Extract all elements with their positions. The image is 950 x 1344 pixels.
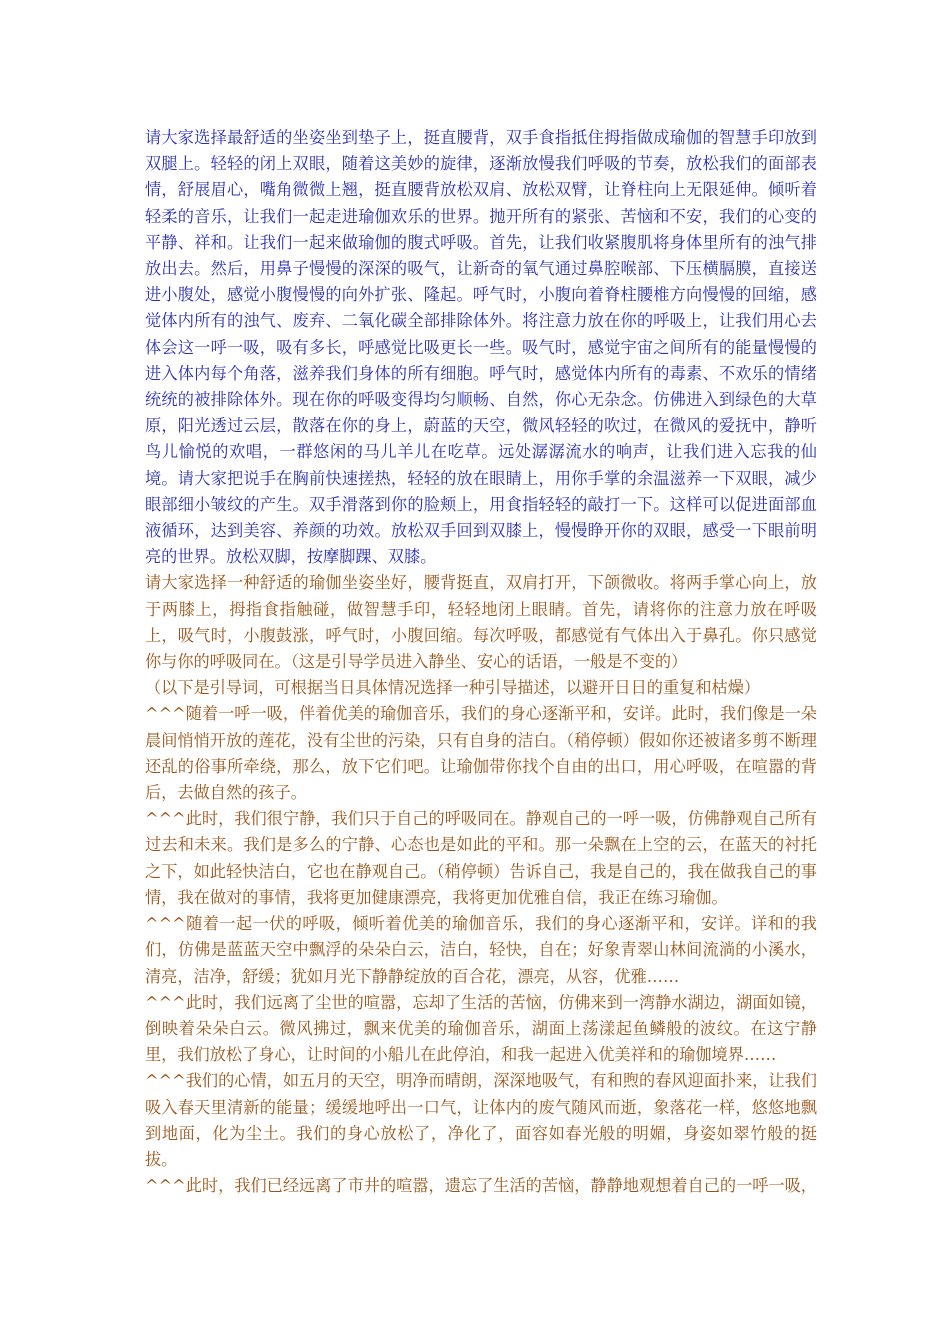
paragraph-breathing-guide: 请大家选择最舒适的坐姿坐到垫子上，挺直腰背，双手食指抵住拇指做成瑜伽的智慧手印放到双腿上。轻轻的闭上双眼，随着这美妙的旋律，逐渐放慢我们呼吸的节奏，放松我们的面部表情，舒展眉心，嘴角微微上翘，挺直腰背放松双肩、放松双臂，让脊柱向上无限延伸。倾听着轻柔的音乐，让我们一起走进瑜伽欢乐的世界。抛开所有的紧张、苦恼和不安，我们的心变的平静、祥和。让我们一起来做瑜伽的腹式呼吸。首先，让我们收紧腹肌将身体里所有的浊气排放出去。然后，用鼻子慢慢的深深的吸气，让新奇的氧气通过鼻腔喉部、下压横膈膜，直接送进小腹处，感觉小腹慢慢的向外扩张、隆起。呼气时，小腹向着脊柱腰椎方向慢慢的回缩，感觉体内所有的浊气、废弃、二氧化碳全部排除体外。将注意力放在你的呼吸上，让我们用心去体会这一呼一吸，吸有多长，呼感觉比吸更长一些。吸气时，感觉宇宙之间所有的能量慢慢的进入体内每个角落，滋养我们身体的所有细胞。呼气时，感觉体内所有的毒素、不欢乐的情绪统统的被排除体外。现在你的呼吸变得均匀顺畅、自然，你心无杂念。仿佛进入到绿色的大草原，阳光透过云层，散落在你的身上，蔚蓝的天空，微风轻轻的吹过，在微风的爱抚中，静听鸟儿愉悦的欢唱，一群悠闲的马儿羊儿在吃草。远处潺潺流水的响声，让我们进入忘我的仙境。请大家把说手在胸前快速搓热，轻轻的放在眼睛上，用你手掌的余温滋养一下双眼，减少眼部细小皱纹的产生。双手滑落到你的脸颊上，用食指轻轻的敲打一下。这样可以促进面部血液循环，达到美容、养颜的功效。放松双手回到双膝上，慢慢睁开你的双眼，感受一下眼前明亮的世界。放松双脚，按摩脚踝、双膝。	[145, 128, 817, 567]
paragraph-guide-spring: ^^^我们的心情，如五月的天空，明净而晴朗，深深地吸气，有和煦的春风迎面扑来，让我们吸入春天里清新的能量；缓缓地呼出一口气，让体内的废气随风而逝，象落花一样，悠悠地飘到地面，化为尘土。我们的身心放松了，净化了，面容如春光般的明媚，身姿如翠竹般的挺拔。	[145, 1071, 817, 1169]
paragraph-guide-lotus: ^^^随着一呼一吸，伴着优美的瑜伽音乐，我们的身心逐渐平和，安详。此时，我们像是一朵晨间悄悄开放的莲花，没有尘世的污染，只有自身的洁白。（稍停顿）假如你还被诸多剪不断理还乱的俗事所牵绕，那么，放下它们吧。让瑜伽带你找个自由的出口，用心呼吸，在喧嚣的背后，去做自然的孩子。	[145, 704, 817, 803]
paragraph-guide-note: （以下是引导词，可根据当日具体情况选择一种引导描述，以避开日日的重复和枯燥）	[145, 678, 761, 698]
paragraph-guide-sky: ^^^随着一起一伏的呼吸，倾听着优美的瑜伽音乐，我们的身心逐渐平和，安详。详和的我们，仿佛是蓝蓝天空中飘浮的朵朵白云，洁白，轻快，自在；好象青翠山林间流淌的小溪水，清亮，洁净，舒缓；犹如月光下静静绽放的百合花，漂亮，从容，优雅……	[145, 914, 817, 986]
paragraph-meditation-intro: 请大家选择一种舒适的瑜伽坐姿坐好，腰背挺直，双肩打开，下颌微收。将两手掌心向上，放于两膝上，拇指食指触碰，做智慧手印，轻轻地闭上眼睛。首先，请将你的注意力放在呼吸上，吸气时，小腹鼓涨，呼气时，小腹回缩。每次呼吸，都感觉有气体出入于鼻孔。你只感觉你与你的呼吸同在。（这是引导学员进入静坐、安心的话语，一般是不变的）	[145, 573, 817, 672]
paragraph-guide-lake: ^^^此时，我们远离了尘世的喧嚣，忘却了生活的苦恼，仿佛来到一湾静水湖边，湖面如镜，倒映着朵朵白云。微风拂过，飘来优美的瑜伽音乐，湖面上荡漾起鱼鳞般的波纹。在这宁静里，我们放松了身心，让时间的小船儿在此停泊，和我一起进入优美祥和的瑜伽境界……	[145, 992, 817, 1065]
paragraph-guide-cloud: ^^^此时，我们很宁静，我们只于自己的呼吸同在。静观自己的一呼一吸，仿佛静观自己所有过去和未来。我们是多么的宁静、心态也是如此的平和。那一朵飘在上空的云，在蓝天的衬托之下，如此轻快洁白，它也在静观自己。（稍停顿）告诉自己，我是自己的，我在做我自己的事情，我在做对的事情，我将更加健康漂亮，我将更加优雅自信，我正在练习瑜伽。	[145, 809, 817, 907]
document-body	[145, 125, 817, 1199]
paragraph-guide-city: ^^^此时，我们已经远离了市井的喧嚣，遗忘了生活的苦恼，静静地观想着自己的一呼一吸，	[145, 1176, 817, 1196]
